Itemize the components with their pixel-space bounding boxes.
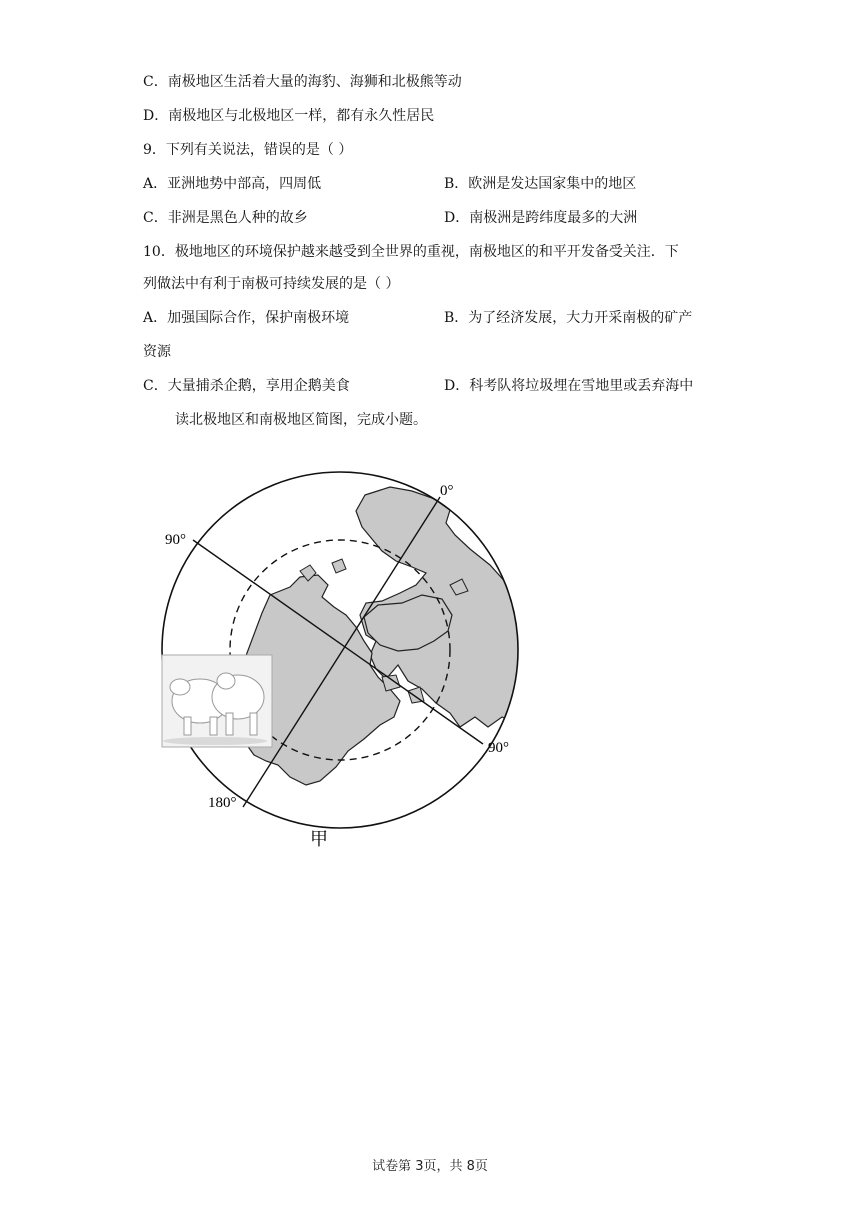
q10-option-b-continued: 资源 [143,344,171,360]
q8-option-d: D．南极地区与北极地区一样，都有永久性居民 [143,108,435,124]
map-landmass-group [230,487,520,785]
q10-option-a: A．加强国际合作，保护南极环境 [143,310,350,326]
q9-option-c: C．非洲是黑色人种的故乡 [143,210,308,226]
map-intro: 读北极地区和南极地区简图，完成小题。 [175,412,427,428]
q9-option-a: A．亚洲地势中部高，四周低 [143,176,322,192]
q10-stem-line1: 10．极地地区的环境保护越来越受到全世界的重视，南极地区的和平开发备受关注．下 [143,244,679,260]
q10-option-d: D．科考队将垃圾埋在雪地里或丢弃海中 [444,378,694,394]
q9-option-d: D．南极洲是跨纬度最多的大洲 [444,210,638,226]
q10-option-b: B．为了经济发展，大力开采南极的矿产 [444,310,693,326]
q8-option-c: C．南极地区生活着大量的海豹、海狮和北极熊等动 [143,74,462,90]
arctic-map-figure [150,465,520,855]
label-90-east: 90° [488,740,509,756]
q9-option-b: B．欧洲是发达国家集中的地区 [444,176,637,192]
q10-stem-line2: 列做法中有利于南极可持续发展的是（ ） [143,276,400,292]
polar-bear-photo [162,655,272,747]
label-90-west: 90° [165,532,186,548]
q9-stem: 9．下列有关说法，错误的是（ ） [143,142,353,158]
q10-option-c: C．大量捕杀企鹅，享用企鹅美食 [143,378,350,394]
label-0-degrees: 0° [440,483,454,499]
page-footer: 试卷第 3页，共 8页 [372,1159,488,1174]
arctic-island-2 [332,559,346,573]
map-caption: 甲 [310,829,328,850]
label-180-degrees: 180° [208,795,237,811]
